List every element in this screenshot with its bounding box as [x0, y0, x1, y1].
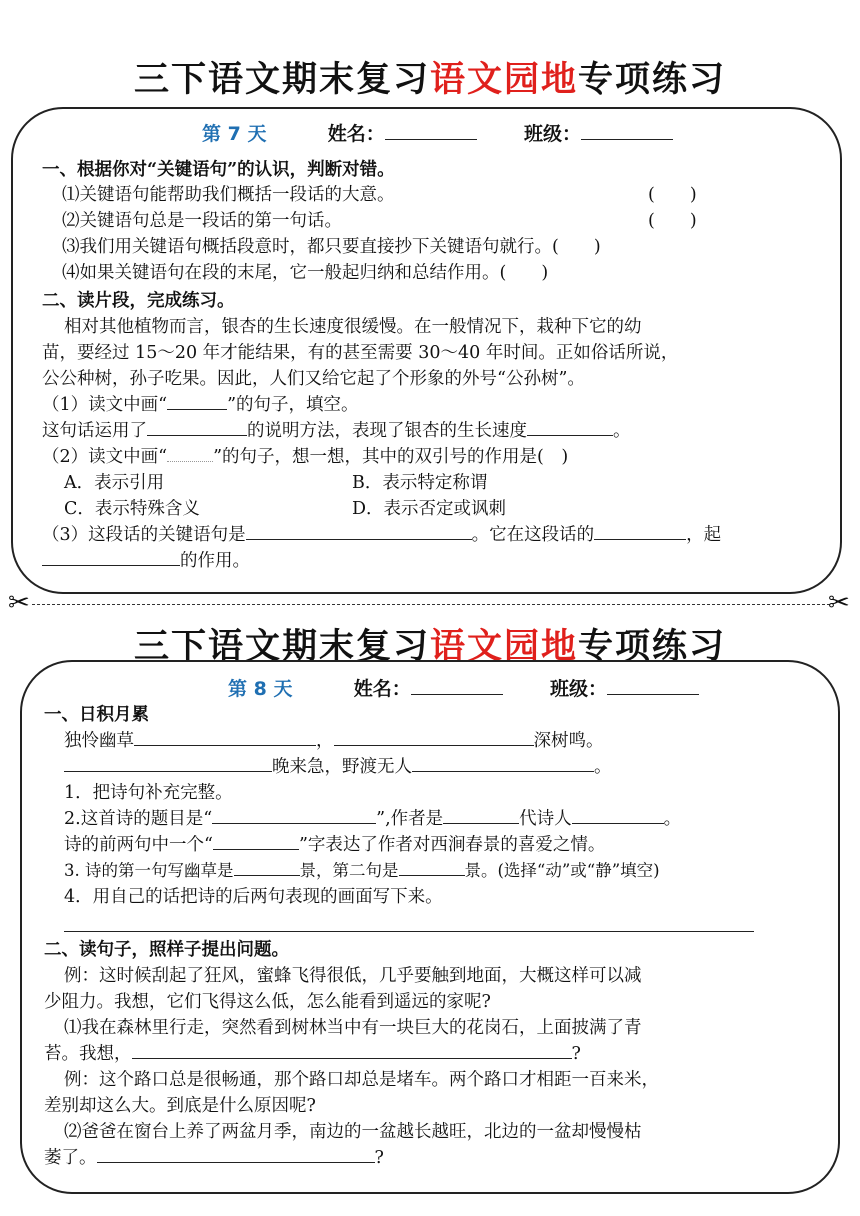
blank[interactable] — [134, 730, 316, 746]
judge-item-3: ⑶我们用关键语句概括段意时，都只要直接抄下关键语句就行。( ) — [62, 237, 601, 257]
example-line: 例：这个路口总是很畅通，那个路口却总是堵车。两个路口才相距一百来米， — [64, 1070, 659, 1090]
question-4: 4．用自己的话把诗的后两句表现的画面写下来。 — [64, 887, 443, 907]
poem-line-1: 独怜幽草 ， 深树鸣。 — [64, 731, 604, 751]
poem-line-2: 晚来急，野渡无人 。 — [64, 753, 612, 778]
wavy-blank — [167, 449, 213, 462]
section-heading: 二、读句子，照样子提出问题。 — [44, 940, 289, 960]
title-suffix: 专项练习 — [578, 627, 727, 667]
section-heading: 一、根据你对“关键语句”的认识，判断对错。 — [42, 160, 395, 180]
question-3: （3）这段话的关键语句是 。它在这段话的 ，起 — [42, 525, 722, 545]
option-d[interactable]: D．表示否定或讽刺 — [352, 499, 507, 519]
blank[interactable] — [147, 420, 247, 436]
class-label: 班级： — [549, 678, 607, 700]
question-1-fill: 这句话运用了 的说明方法，表现了银杏的生长速度 。 — [42, 421, 631, 441]
option-b[interactable]: B．表示特定称谓 — [352, 473, 488, 493]
title-highlight: 语文园地 — [429, 60, 578, 100]
name-label: 姓名： — [327, 123, 385, 145]
item-line: 萎了。 ? — [44, 1148, 384, 1168]
class-label: 班级： — [523, 123, 581, 145]
item-line: 苔。我想， ? — [44, 1044, 581, 1064]
class-field[interactable] — [607, 679, 699, 695]
example-line: 差别却这么大。到底是什么原因呢? — [44, 1096, 316, 1116]
day7-header — [202, 119, 673, 146]
option-c[interactable]: C．表示特殊含义 — [64, 499, 200, 519]
item-line: ⑴我在森林里行走，突然看到树林当中有一块巨大的花岗石，上面披满了青 — [64, 1018, 642, 1038]
blank[interactable] — [594, 524, 686, 540]
question-1: 1．把诗句补充完整。 — [64, 783, 233, 803]
judge-paren-2[interactable]: ( ) — [648, 211, 697, 231]
option-a[interactable]: A．表示引用 — [64, 473, 165, 493]
blank[interactable] — [167, 394, 227, 410]
blank[interactable] — [213, 834, 299, 850]
blank[interactable] — [399, 860, 465, 876]
example-line: 例：这时候刮起了狂风，蜜蜂飞得很低，几乎要触到地面，大概这样可以减 — [64, 966, 642, 986]
answer-line[interactable] — [64, 916, 754, 932]
name-field[interactable] — [385, 124, 477, 140]
question-3-cont: 的作用。 — [42, 547, 250, 572]
example-line: 少阻力。我想，它们飞得这么低，怎么能看到遥远的家呢? — [44, 992, 491, 1012]
day-label: 第 7 天 — [202, 123, 267, 145]
day8-header — [228, 674, 699, 701]
question-3: 3. 诗的第一句写幽草是 景，第二句是 景。(选择“动”或“静”填空) — [64, 861, 660, 880]
class-field[interactable] — [581, 124, 673, 140]
blank[interactable] — [64, 756, 272, 772]
passage-line: 公公种树，孙子吃果。因此，人们又给它起了个形象的外号“公孙树”。 — [42, 369, 585, 389]
passage-line: 相对其他植物而言，银杏的生长速度很缓慢。在一般情况下，栽种下它的幼 — [64, 317, 642, 337]
question-2: 2.这首诗的题目是“ ”,作者是 代诗人 。 — [64, 809, 682, 829]
blank[interactable] — [97, 1147, 375, 1163]
day-label: 第 8 天 — [228, 678, 293, 700]
blank[interactable] — [443, 808, 519, 824]
blank[interactable] — [527, 420, 613, 436]
title-prefix: 三下语文期末复习 — [133, 60, 430, 100]
judge-item-2: ⑵关键语句总是一段话的第一句话。 — [62, 211, 342, 231]
question-1: （1）读文中画“ ”的句子，填空。 — [42, 395, 359, 415]
scissors-icon: ✂ — [828, 588, 850, 618]
blank[interactable] — [334, 730, 534, 746]
scissors-icon: ✂ — [8, 588, 30, 618]
name-field[interactable] — [411, 679, 503, 695]
blank[interactable] — [42, 550, 180, 566]
blank[interactable] — [132, 1043, 572, 1059]
item-line: ⑵爸爸在窗台上养了两盆月季，南边的一盆越长越旺，北边的一盆却慢慢枯 — [64, 1122, 642, 1142]
page-title-top — [0, 52, 860, 102]
blank[interactable] — [212, 808, 376, 824]
section-heading: 二、读片段，完成练习。 — [42, 291, 235, 311]
section-heading: 一、日积月累 — [44, 705, 149, 725]
title-highlight: 语文园地 — [429, 627, 578, 667]
question-2: （2）读文中画“ ”的句子，想一想，其中的双引号的作用是( ) — [42, 447, 569, 467]
blank[interactable] — [234, 860, 300, 876]
title-prefix: 三下语文期末复习 — [133, 627, 430, 667]
passage-line: 苗，要经过 15～20 年才能结果，有的甚至需要 30～40 年时间。正如俗话所说， — [42, 343, 679, 363]
name-label: 姓名： — [353, 678, 411, 700]
judge-item-1: ⑴关键语句能帮助我们概括一段话的大意。 — [62, 185, 395, 205]
judge-paren-1[interactable]: ( ) — [648, 185, 697, 205]
blank[interactable] — [412, 756, 594, 772]
blank[interactable] — [572, 808, 664, 824]
title-suffix: 专项练习 — [578, 60, 727, 100]
blank[interactable] — [246, 524, 472, 540]
cut-line — [32, 604, 830, 605]
question-2-cont: 诗的前两句中一个“ ”字表达了作者对西涧春景的喜爱之情。 — [64, 835, 606, 855]
judge-item-4: ⑷如果关键语句在段的末尾，它一般起归纳和总结作用。( ) — [62, 263, 549, 283]
